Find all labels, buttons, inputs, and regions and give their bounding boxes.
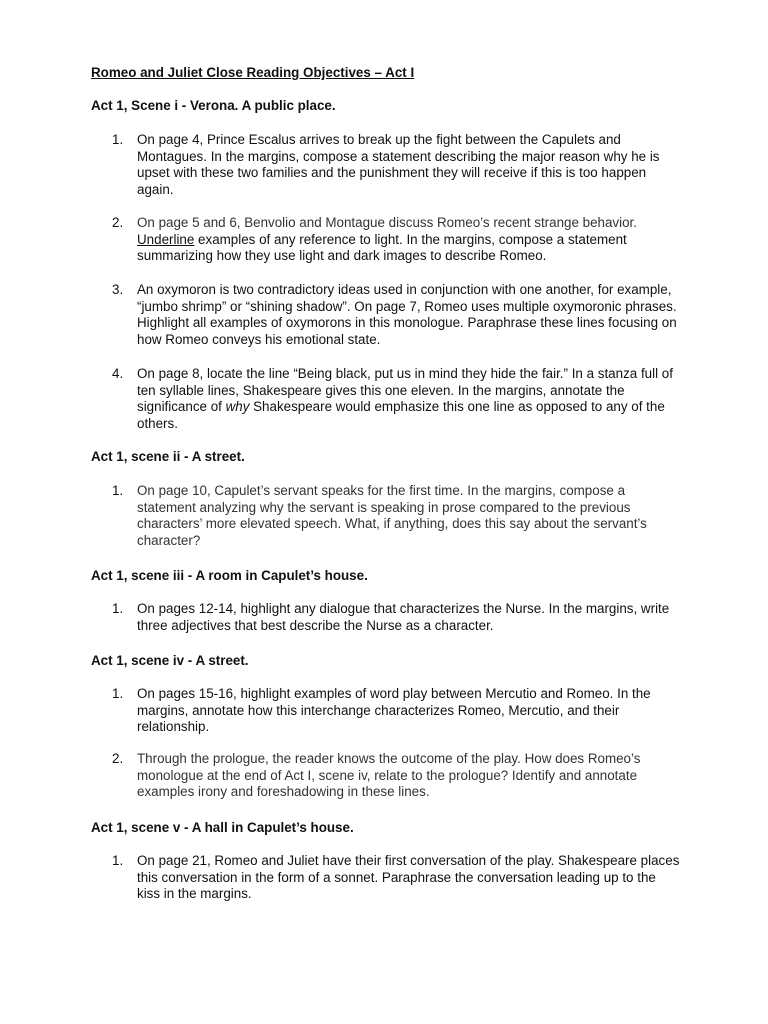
- item-number: 1.: [112, 686, 124, 701]
- item-text: An oxymoron is two contradictory ideas used in conjunction with one another, for example, “jumbo shrimp” or “shining shadow”. On page 7, Romeo uses multiple oxymoronic phrases. Highlight all examples of oxymorons in this monologue. Paraphrase these lines focusing on how Romeo conveys his emotional state.: [137, 282, 677, 347]
- item-number: 3.: [112, 282, 124, 297]
- item-text: [137, 215, 682, 265]
- list-item: [112, 132, 682, 198]
- item-number: 1.: [112, 132, 124, 147]
- item-text: [137, 366, 682, 432]
- item-text-part: On page 5 and 6, Benvolio and Montague discuss Romeo’s recent strange behavior.: [137, 215, 637, 230]
- item-text-part: examples of any reference to light. In the margins, compose a statement summarizing how they use light and dark images to describe Romeo.: [137, 231, 627, 264]
- list-item: [112, 282, 682, 348]
- item-number: 1.: [112, 853, 124, 868]
- list-item: [112, 215, 682, 265]
- underline-word: Underline: [137, 231, 195, 247]
- document-title: Romeo and Juliet Close Reading Objectives – Act I: [91, 65, 415, 80]
- item-text-part: Shakespeare would emphasize this one line as opposed to any of the others.: [137, 399, 665, 431]
- item-text: On page 21, Romeo and Juliet have their first conversation of the play. Shakespeare places this conversation in the form of a sonnet. Paraphrase the conversation leading up to the kiss in the margins.: [137, 853, 680, 902]
- list-item: [112, 366, 682, 432]
- italic-word: why: [225, 399, 250, 415]
- list-item: [112, 686, 682, 736]
- item-text: On pages 15-16, highlight examples of word play between Mercutio and Romeo. In the margins, annotate how this interchange characterizes Romeo, Mercutio, and their relationship.: [137, 686, 651, 735]
- section-heading-scene-v: Act 1, scene v - A hall in Capulet’s house.: [91, 820, 354, 835]
- item-text: On page 4, Prince Escalus arrives to break up the fight between the Capulets and Montagues. In the margins, compose a statement describing the major reason why he is upset with these two families and the punishment they will receive if this is too happen again.: [137, 132, 660, 197]
- item-text: Through the prologue, the reader knows the outcome of the play. How does Romeo’s monologue at the end of Act I, scene iv, relate to the prologue? Identify and annotate examples irony and foreshadowing in these lines.: [137, 751, 641, 800]
- section-heading-scene-i: Act 1, Scene i - Verona. A public place.: [91, 98, 336, 113]
- item-number: 1.: [112, 483, 124, 498]
- item-number: 4.: [112, 366, 124, 381]
- item-text-part: On page 8, locate the line “Being black, put us in mind they hide the fair.” In a stanza full of ten syllable lines, Shakespeare gives this one eleven. In the margins, annotate the significance of: [137, 366, 673, 415]
- section-heading-scene-iv: Act 1, scene iv - A street.: [91, 653, 249, 668]
- section-heading-scene-iii: Act 1, scene iii - A room in Capulet’s house.: [91, 568, 368, 583]
- item-number: 2.: [112, 751, 124, 766]
- item-number: 1.: [112, 601, 124, 616]
- item-text: On page 10, Capulet’s servant speaks for the first time. In the margins, compose a statement analyzing why the servant is speaking in prose compared to the previous characters’ more elevated speech. What, if anything, does this say about the servant’s character?: [137, 483, 647, 548]
- list-item: [112, 601, 682, 634]
- section-heading-scene-ii: Act 1, scene ii - A street.: [91, 449, 245, 464]
- list-item: [112, 483, 682, 549]
- list-item: [112, 853, 682, 903]
- list-item: [112, 751, 682, 801]
- item-number: 2.: [112, 215, 124, 230]
- item-text: On pages 12-14, highlight any dialogue that characterizes the Nurse. In the margins, write three adjectives that best describe the Nurse as a character.: [137, 601, 670, 633]
